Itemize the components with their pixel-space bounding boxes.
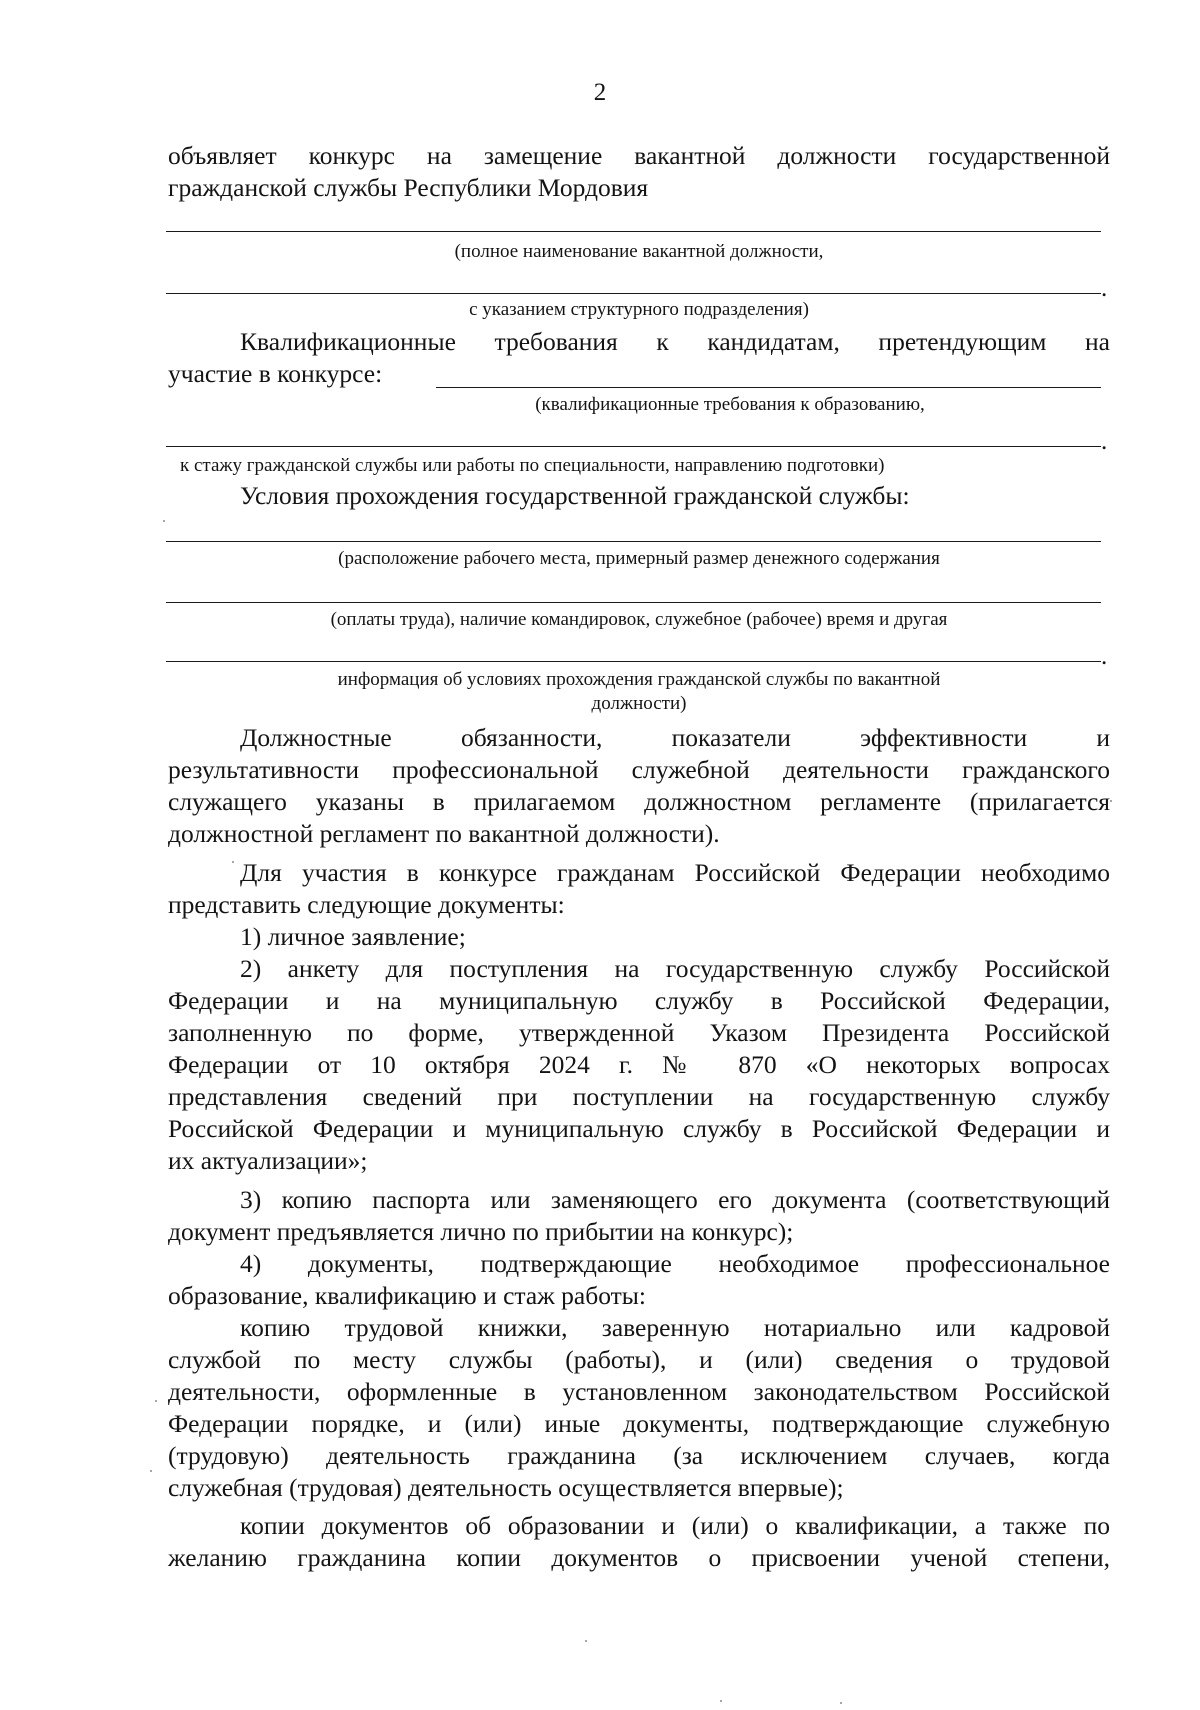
work-book-line-4: Федерации порядке, и (или) иные документы, подтверждающие служебную — [168, 1409, 1110, 1438]
position-blank-line — [166, 231, 1101, 232]
work-book-line-3: деятельности, оформленные в установленном законодательством Российской — [168, 1377, 1110, 1406]
item-4-line-1: 4) документы, подтверждающие необходимое профессиональное — [240, 1249, 1110, 1278]
work-book-line-6: служебная (трудовая) деятельность осуществляется впервые); — [168, 1473, 844, 1502]
qualification-heading: Квалификационные требования к кандидатам, претендующим на — [240, 327, 1110, 356]
qualification-prefix: участие в конкурсе: — [168, 359, 383, 388]
conditions-caption-3: информация об условиях прохождения гражданской службы по вакантной — [337, 669, 941, 690]
education-docs-line-2: желанию гражданина копии документов о присвоении ученой степени, — [168, 1543, 1110, 1572]
duties-line-3: служащего указаны в прилагаемом должностном регламенте (прилагается — [168, 787, 1110, 816]
item-2-line-1: 2) анкету для поступления на государственную службу Российской — [240, 954, 1110, 983]
item-1: 1) личное заявление; — [240, 922, 466, 951]
documents-intro-line-2: представить следующие документы: — [168, 890, 565, 919]
item-4-line-2: образование, квалификацию и стаж работы: — [168, 1281, 646, 1310]
conditions-blank-line-1 — [166, 541, 1101, 542]
item-2-line-3: заполненную по форме, утвержденной Указом Президента Российской — [168, 1018, 1110, 1047]
education-docs-line-1: копии документов об образовании и (или) о квалификации, а также по — [240, 1511, 1110, 1540]
page-number: 2 — [593, 79, 607, 106]
duties-line-1: Должностные обязанности, показатели эффективности и — [240, 723, 1110, 752]
conditions-blank-line-3 — [166, 661, 1101, 662]
position-caption-1: (полное наименование вакантной должности, — [454, 241, 824, 262]
conditions-caption-1: (расположение рабочего места, примерный размер денежного содержания — [338, 548, 940, 569]
work-book-line-5: (трудовую) деятельность гражданина (за исключением случаев, когда — [168, 1441, 1110, 1470]
conditions-blank-line-2 — [166, 602, 1101, 603]
duties-line-4: должностной регламент по вакантной должности). — [168, 819, 720, 848]
item-2-line-4: Федерации от 10 октября 2024 г. № 870 «О некоторых вопросах — [168, 1050, 1110, 1079]
qualification-blank-line — [436, 387, 1101, 388]
conditions-caption-3b: должности) — [591, 693, 687, 714]
conditions-heading: Условия прохождения государственной гражданской службы: — [240, 481, 910, 510]
position-caption-2: с указанием структурного подразделения) — [469, 299, 809, 320]
item-3-line-1: 3) копию паспорта или заменяющего его документа (соответствующий — [240, 1185, 1110, 1214]
qualification-caption-1: (квалификационные требования к образованию, — [535, 394, 925, 415]
item-2-line-2: Федерации и на муниципальную службу в Российской Федерации, — [168, 986, 1110, 1015]
qualification-blank-line-2 — [166, 446, 1101, 447]
announcement-line-2: гражданской службы Республики Мордовия — [168, 173, 649, 202]
item-2-line-5: представления сведений при поступлении на государственную службу — [168, 1082, 1110, 1111]
item-2-line-6: Российской Федерации и муниципальную службу в Российской Федерации и — [168, 1114, 1110, 1143]
conditions-caption-2: (оплаты труда), наличие командировок, служебное (рабочее) время и другая — [330, 609, 948, 630]
announcement-line-1: объявляет конкурс на замещение вакантной должности государственной — [168, 141, 1110, 170]
qualification-caption-2: к стажу гражданской службы или работы по специальности, направлению подготовки) — [180, 455, 885, 476]
duties-line-2: результативности профессиональной служебной деятельности гражданского — [168, 755, 1110, 784]
work-book-line-1: копию трудовой книжки, заверенную нотариально или кадровой — [240, 1313, 1110, 1342]
item-2-line-7: их актуализации»; — [168, 1146, 368, 1175]
work-book-line-2: службой по месту службы (работы), и (или) сведения о трудовой — [168, 1345, 1110, 1374]
qualification-line-2 — [168, 358, 1110, 390]
position-blank-line-2 — [166, 293, 1101, 294]
documents-intro-line-1: Для участия в конкурсе гражданам Российской Федерации необходимо — [240, 858, 1110, 887]
item-3-line-2: документ предъявляется лично по прибытии на конкурс); — [168, 1217, 794, 1246]
